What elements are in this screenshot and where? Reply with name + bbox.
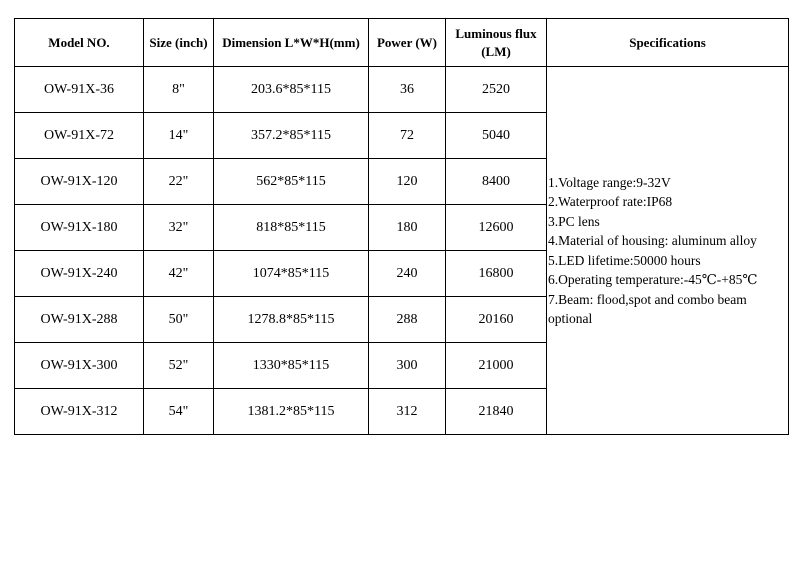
cell-power: 300 <box>369 343 446 389</box>
cell-luminous-flux: 21000 <box>446 343 547 389</box>
cell-luminous-flux: 2520 <box>446 67 547 113</box>
cell-model: OW-91X-36 <box>15 67 144 113</box>
header-power: Power (W) <box>369 19 446 67</box>
table-row <box>15 67 789 113</box>
specification-item: 2.Waterproof rate:IP68 <box>548 194 673 209</box>
cell-dimension: 357.2*85*115 <box>214 113 369 159</box>
cell-size: 42" <box>144 251 214 297</box>
cell-model: OW-91X-180 <box>15 205 144 251</box>
cell-luminous-flux: 16800 <box>446 251 547 297</box>
cell-model: OW-91X-312 <box>15 389 144 435</box>
header-dimension: Dimension L*W*H(mm) <box>214 19 369 67</box>
header-size: Size (inch) <box>144 19 214 67</box>
cell-power: 120 <box>369 159 446 205</box>
cell-dimension: 562*85*115 <box>214 159 369 205</box>
cell-size: 32" <box>144 205 214 251</box>
cell-luminous-flux: 5040 <box>446 113 547 159</box>
cell-luminous-flux: 12600 <box>446 205 547 251</box>
cell-dimension: 1381.2*85*115 <box>214 389 369 435</box>
header-luminous-flux: Luminous flux (LM) <box>446 19 547 67</box>
cell-model: OW-91X-120 <box>15 159 144 205</box>
specification-item: 1.Voltage range:9-32V <box>548 174 671 190</box>
header-specifications: Specifications <box>547 19 789 67</box>
cell-size: 52" <box>144 343 214 389</box>
table-header-row <box>15 19 789 67</box>
specification-item: 7.Beam: flood,spot and combo beam optional <box>548 291 747 326</box>
cell-dimension: 1278.8*85*115 <box>214 297 369 343</box>
cell-model: OW-91X-288 <box>15 297 144 343</box>
cell-luminous-flux: 21840 <box>446 389 547 435</box>
cell-dimension: 203.6*85*115 <box>214 67 369 113</box>
cell-model: OW-91X-300 <box>15 343 144 389</box>
specifications-cell <box>547 67 789 435</box>
cell-power: 180 <box>369 205 446 251</box>
cell-dimension: 1330*85*115 <box>214 343 369 389</box>
cell-power: 312 <box>369 389 446 435</box>
cell-power: 72 <box>369 113 446 159</box>
cell-power: 36 <box>369 67 446 113</box>
cell-size: 54" <box>144 389 214 435</box>
product-spec-table <box>14 18 789 435</box>
cell-luminous-flux: 8400 <box>446 159 547 205</box>
cell-size: 22" <box>144 159 214 205</box>
specification-item: 5.LED lifetime:50000 hours <box>548 252 701 268</box>
cell-power: 288 <box>369 297 446 343</box>
cell-luminous-flux: 20160 <box>446 297 547 343</box>
specification-item: 6.Operating temperature:-45℃-+85℃ <box>548 272 758 287</box>
cell-size: 50" <box>144 297 214 343</box>
specification-item: 3.PC lens <box>548 213 600 229</box>
cell-model: OW-91X-72 <box>15 113 144 159</box>
header-model: Model NO. <box>15 19 144 67</box>
cell-model: OW-91X-240 <box>15 251 144 297</box>
specification-item: 4.Material of housing: aluminum alloy <box>548 233 757 248</box>
cell-dimension: 1074*85*115 <box>214 251 369 297</box>
cell-power: 240 <box>369 251 446 297</box>
cell-size: 14" <box>144 113 214 159</box>
cell-dimension: 818*85*115 <box>214 205 369 251</box>
cell-size: 8" <box>144 67 214 113</box>
